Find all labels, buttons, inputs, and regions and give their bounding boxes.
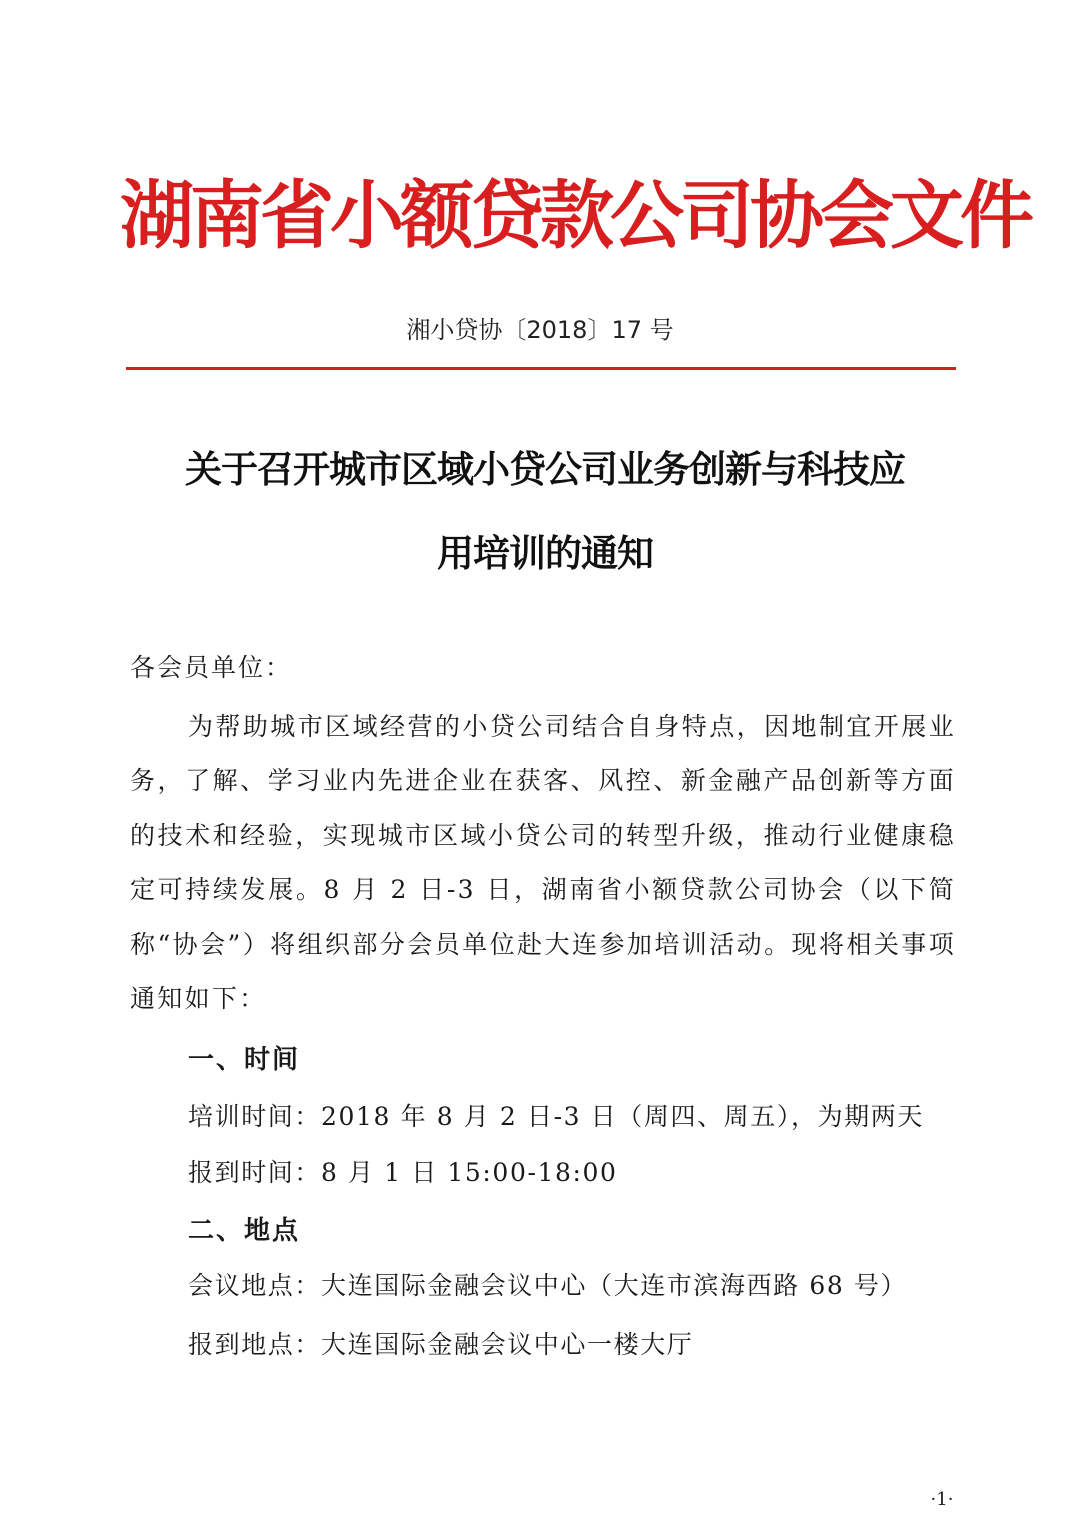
training-time-line: 培训时间：2018 年 8 月 2 日-3 日（周四、周五），为期两天 xyxy=(188,1102,924,1131)
section-heading-location: 二、地点 xyxy=(188,1216,301,1246)
page-number: ·1· xyxy=(930,1489,954,1510)
venue-line: 会议地点：大连国际金融会议中心（大连市滨海西路 68 号） xyxy=(188,1271,908,1300)
section-heading-time: 一、时间 xyxy=(188,1045,301,1075)
registration-time-line: 报到时间：8 月 1 日 15:00-18:00 xyxy=(188,1158,618,1187)
issuer-header-title: 湖南省小额贷款公司协会文件 xyxy=(120,173,1030,259)
body-paragraph: 为帮助城市区域经营的小贷公司结合自身特点，因地制宜开展业务，了解、学习业内先进企业在获客、风控、新金融产品创新等方面的技术和经验，实现城市区域小贷公司的转型升级，推动行业健康稳定可持续发展。8 月 2 日-3 日，湖南省小额贷款公司协会（以下简称“协会”）将组织部分会员单位赴大连参加培训活动。现将相关事项通知如下： xyxy=(130,712,956,1014)
notice-title xyxy=(110,428,980,596)
document-number: 湘小贷协〔2018〕17 号 xyxy=(406,316,674,344)
notice-title-line-1: 关于召开城市区域小贷公司业务创新与科技应 xyxy=(185,448,905,491)
red-divider-line xyxy=(126,367,956,370)
notice-title-line-2: 用培训的通知 xyxy=(437,532,653,575)
registration-place-line: 报到地点：大连国际金融会议中心一楼大厅 xyxy=(188,1330,694,1359)
salutation: 各会员单位： xyxy=(130,653,293,682)
